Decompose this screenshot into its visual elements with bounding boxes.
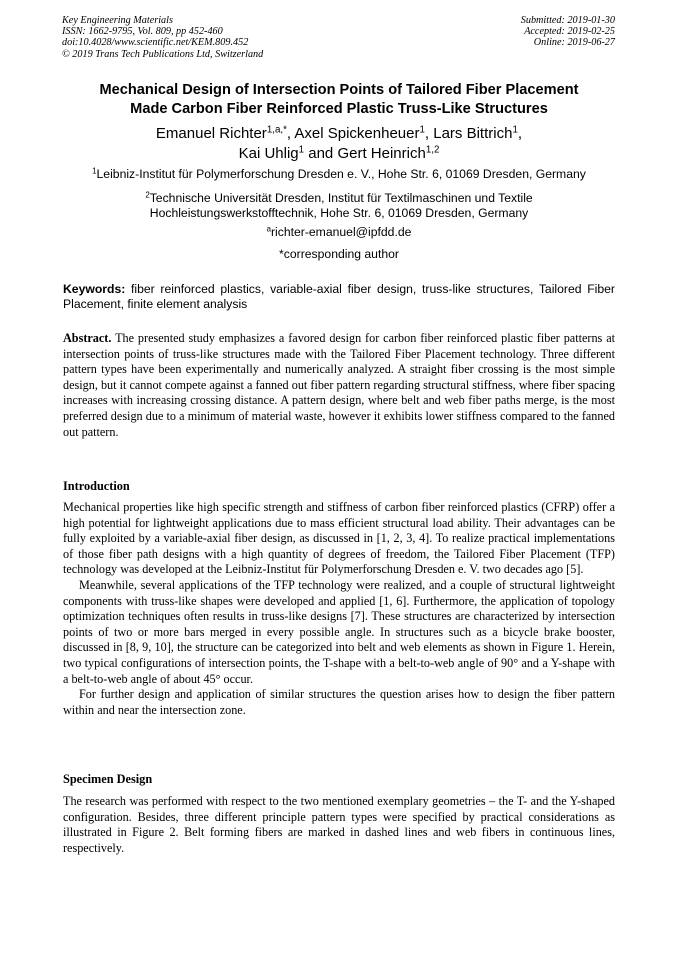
online-date: Online: 2019-06-27 [533,37,615,49]
author-separator: and [304,145,338,162]
email-sup: a [266,224,271,234]
paragraph: For further design and application of similar structures the question arises how to design the fiber pattern within and near the intersection zone. [63,687,615,717]
corresponding-note: *corresponding author [279,247,399,261]
dates-header [395,15,615,49]
section-heading-specimen-design: Specimen Design [63,772,153,786]
affil-text: Leibniz-Institut für Polymerforschung Dresden e. V., Hohe Str. 6, 01069 Dresden, Germany [96,167,586,181]
author-separator: , [517,125,523,142]
affiliation-1 [40,167,638,182]
abstract [63,331,615,440]
journal-name: Key Engineering Materials [62,15,173,26]
submitted-date: Submitted: 2019-01-30 [520,15,615,26]
paper-title [40,81,638,119]
author-affil-sup: 1 [298,144,305,156]
specimen-body [63,794,615,856]
accepted-date: Accepted: 2019-02-25 [524,26,615,38]
section-heading-introduction: Introduction [63,479,130,493]
title-line-2: Made Carbon Fiber Reinforced Plastic Truss-Like Structures [130,101,548,117]
journal-copyright: © 2019 Trans Tech Publications Ltd, Switzerland [62,48,264,60]
keywords-label: Keywords: [63,282,126,296]
journal-doi: doi:10.4028/www.scientific.net/KEM.809.452 [62,37,249,49]
author-name: Gert Heinrich [337,145,426,162]
author-affil-sup: 1 [419,124,425,136]
paragraph: The research was performed with respect to the two mentioned exemplary geometries – the T- and the Y-shaped configuration. Besides, three different principle pattern types were specified by practical considerations as illustrated in Figure 2. Belt forming fibers are marked in dashed lines and web fibers in continuous lines, respectively. [63,794,615,855]
paragraph: Mechanical properties like high specific strength and stiffness of carbon fiber reinforced plastics (CFRP) offer a high potential for lightweight applications due to mass efficient structural load ability. Their advantages can be fully exploited by a variable-axial fiber design, as discussed in [1, 2, 3, 4]. To realize practical implementations of those fiber path designs with a high quantity of degrees of freedom, the Tailored Fiber Placement (TFP) technology was developed at the Leibniz-Institut für Polymerforschung Dresden e. V. two decades ago [5]. [63,500,615,577]
affil-text: Hochleistungswerkstofftechnik, Hohe Str. 6, 01069 Dresden, Germany [149,206,529,220]
author-email: richter-emanuel@ipfdd.de [270,225,412,239]
paragraph: Meanwhile, several applications of the TFP technology were realized, and a couple of structural lightweight components with truss-like shapes were developed and applied [1, 6]. Furthermore, the application of topology optimization techniques often results in truss-like designs [7]. These structures are characterized by intersection points of two or more bars merged in every possible angle. In structures such as a bicycle brake booster, discussed in [8, 9, 10], the structure can be categorized into belt and web elements as shown in Figure 1. Herein, two typical configurations of intersection points, the T-shape with a belt-to-web angle of 90° and a Y-shape with a belt-to-web angle of about 45° occur. [63,577,615,686]
author-separator: , [424,125,434,142]
author-affil-sup: 1 [512,124,518,136]
author-name: Axel Spickenheuer [294,125,420,142]
introduction-body [63,500,615,718]
keywords [63,282,615,312]
affil-text: Technische Universität Dresden, Institut für Textilmaschinen und Textile [149,191,533,205]
author-name: Emanuel Richter [155,125,267,142]
title-line-1: Mechanical Design of Intersection Points of Tailored Fiber Placement [99,82,579,98]
email-line [40,225,638,240]
journal-issn: ISSN: 1662-9795, Vol. 809, pp 452-460 [62,26,223,38]
keywords-text: fiber reinforced plastics, variable-axial fiber design, truss-like structures, Tailored Fiber Placement, finite element analysis [63,282,615,311]
author-name: Kai Uhlig [238,145,299,162]
author-separator: , [286,125,295,142]
author-affil-sup: 1,a,* [266,124,287,136]
affil-sup: 1 [92,166,97,176]
author-list [40,124,638,164]
abstract-label: Abstract. [63,331,112,345]
abstract-text: The presented study emphasizes a favored design for carbon fiber reinforced plastic fiber patterns at intersection points of truss-like structures made with the Tailored Fiber Placement technology. Three different pattern types have been experimentally and numerically analyzed. A straight fiber crossing is the most simple design, but it cannot compete against a fanned out fiber pattern regarding structural stiffness, where fiber spacing increases with increasing crossing distance. A pattern design, where belt and web fiber paths merge, is the most preferred design due to a minimum of material waste, however it exhibits lower stiffness compared to the fanned out pattern. [63,331,615,439]
author-name: Lars Bittrich [433,125,513,142]
affiliation-2 [40,191,638,221]
journal-header [62,15,382,60]
affil-sup: 2 [145,190,150,200]
author-affil-sup: 1,2 [425,144,440,156]
